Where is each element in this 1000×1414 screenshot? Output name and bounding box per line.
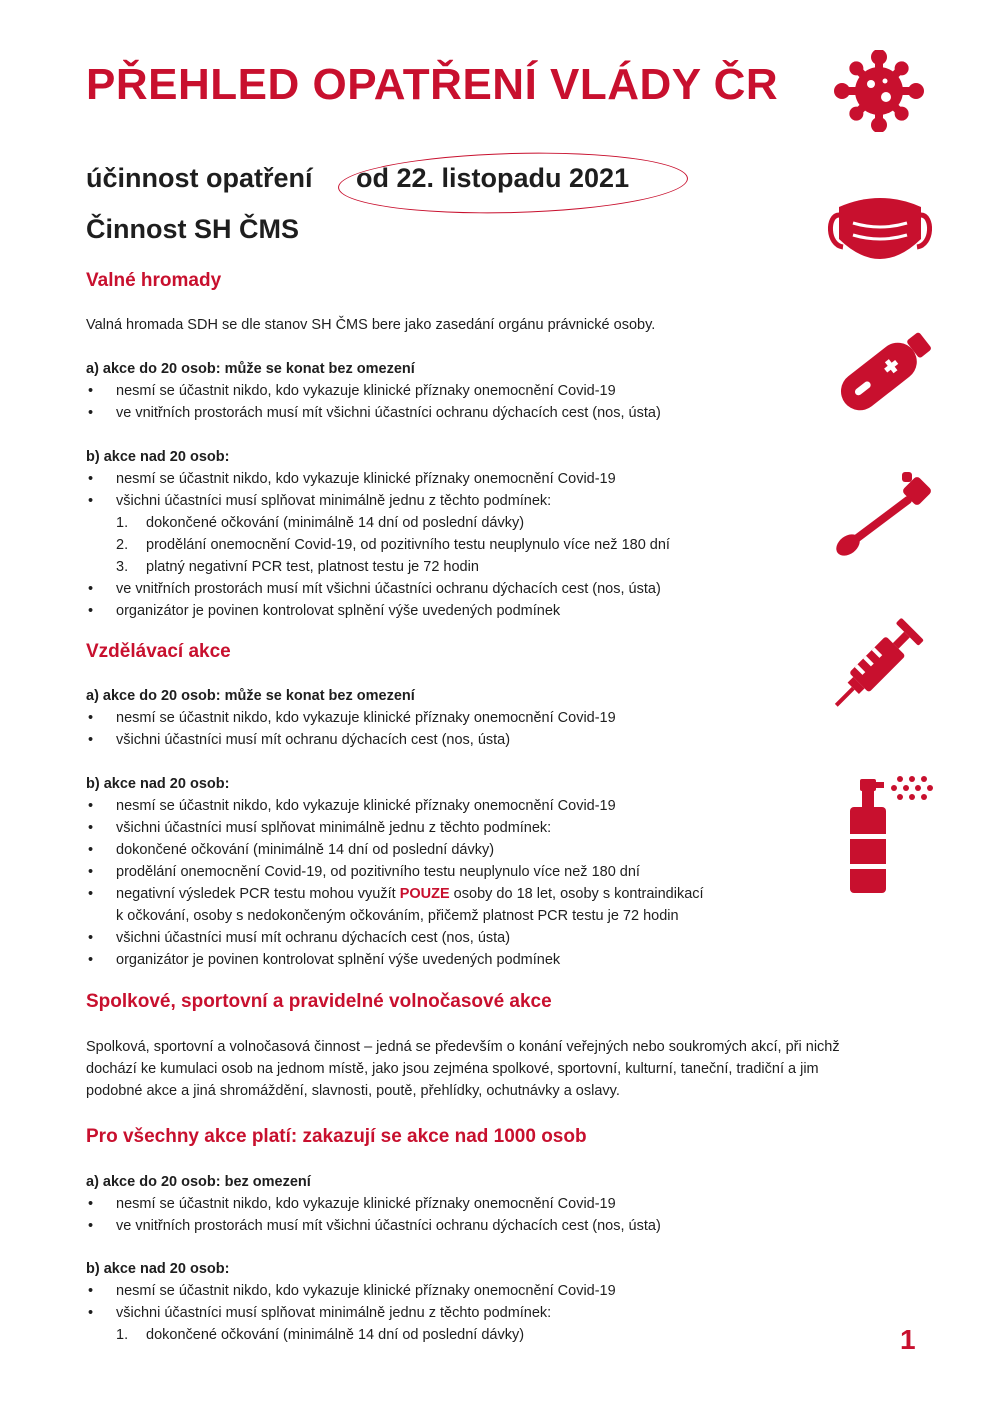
pcr-emphasis: POUZE — [399, 886, 450, 902]
list-item: všichni účastníci musí splňovat minimálně jednu z těchto podmínek: — [116, 1305, 552, 1321]
pcr-text-pre: negativní výsledek PCR testu mohou využít — [116, 886, 400, 902]
bullet-marker: • — [88, 930, 94, 946]
list-item: ve vnitřních prostorách musí mít všichni účastníci ochranu dýchacích cest (nos, ústa) — [116, 1218, 661, 1234]
list-item: ve vnitřních prostorách musí mít všichni účastníci ochranu dýchacích cest (nos, ústa) — [116, 581, 661, 597]
list-item: nesmí se účastnit nikdo, kdo vykazuje klinické příznaky onemocnění Covid-19 — [116, 798, 616, 814]
bullet-marker: • — [88, 383, 94, 399]
effective-label: účinnost opatření — [86, 163, 313, 193]
bullet-marker: • — [88, 842, 94, 858]
paragraph-line: dochází ke kumulaci osob na jednom místě, jako jsou zejména spolkové, sportovní, kulturní, taneční, tradiční a jim — [86, 1061, 819, 1077]
page-title: PŘEHLED OPATŘENÍ VLÁDY ČR — [86, 60, 779, 109]
numbered-item: prodělání onemocnění Covid-19, od pozitivního testu neuplynulo více než 180 dní — [146, 537, 670, 553]
bullet-marker: • — [88, 820, 94, 836]
spray-bottle-icon — [846, 776, 936, 896]
bullet-marker: • — [88, 493, 94, 509]
list-number: 1. — [116, 1327, 129, 1343]
page-number: 1 — [900, 1324, 916, 1355]
pcr-text-post: osoby do 18 let, osoby s kontraindikací — [449, 886, 704, 902]
list-item: organizátor je povinen kontrolovat splnění výše uvedených podmínek — [116, 603, 561, 619]
list-item: všichni účastníci musí mít ochranu dýchacích cest (nos, ústa) — [116, 732, 511, 748]
section-heading-spolkove-akce: Spolkové, sportovní a pravidelné volnočasové akce — [86, 991, 552, 1012]
bullet-marker: • — [88, 581, 94, 597]
swab-test-icon — [832, 470, 937, 560]
list-item: nesmí se účastnit nikdo, kdo vykazuje klinické příznaky onemocnění Covid-19 — [116, 1283, 616, 1299]
paragraph-line: Spolková, sportovní a volnočasová činnost – jedná se především o konání veřejných nebo soukromých akcí, při nichž — [86, 1039, 840, 1055]
list-item: všichni účastníci musí splňovat minimálně jednu z těchto podmínek: — [116, 820, 552, 836]
subsection-heading: b) akce nad 20 osob: — [86, 776, 230, 792]
list-item: všichni účastníci musí mít ochranu dýchacích cest (nos, ústa) — [116, 930, 511, 946]
bullet-marker: • — [88, 471, 94, 487]
bullet-marker: • — [88, 710, 94, 726]
page-subtitle: Činnost SH ČMS — [86, 214, 299, 244]
bullet-marker: • — [88, 886, 94, 902]
list-item: nesmí se účastnit nikdo, kdo vykazuje klinické příznaky onemocnění Covid-19 — [116, 383, 616, 399]
list-item: nesmí se účastnit nikdo, kdo vykazuje klinické příznaky onemocnění Covid-19 — [116, 1196, 616, 1212]
subsection-heading: b) akce nad 20 osob: — [86, 1261, 230, 1277]
list-item-continuation: k očkování, osoby s nedokončeným očkováním, přičemž platnost PCR testu je 72 hodin — [116, 908, 679, 924]
subsection-heading: a) akce do 20 osob: bez omezení — [86, 1174, 311, 1190]
bullet-marker: • — [88, 603, 94, 619]
sanitizer-tube-icon — [826, 326, 941, 418]
bullet-marker: • — [88, 1305, 94, 1321]
section-heading-valne-hromady: Valné hromady — [86, 270, 222, 291]
section-heading-vsechny-akce: Pro všechny akce platí: zakazují se akce nad 1000 osob — [86, 1126, 587, 1147]
subsection-heading: a) akce do 20 osob: může se konat bez omezení — [86, 688, 415, 704]
numbered-item: dokončené očkování (minimálně 14 dní od poslední dávky) — [146, 515, 525, 531]
list-item: ve vnitřních prostorách musí mít všichni účastníci ochranu dýchacích cest (nos, ústa) — [116, 405, 661, 421]
bullet-marker: • — [88, 864, 94, 880]
list-number: 1. — [116, 515, 129, 531]
paragraph-line: podobné akce a jiná shromáždění, slavnosti, poutě, přehlídky, ochutnávky a oslavy. — [86, 1083, 620, 1099]
list-item: prodělání onemocnění Covid-19, od pozitivního testu neuplynulo více než 180 dní — [116, 864, 640, 880]
list-item: dokončené očkování (minimálně 14 dní od poslední dávky) — [116, 842, 495, 858]
bullet-marker: • — [88, 732, 94, 748]
list-item: nesmí se účastnit nikdo, kdo vykazuje klinické příznaky onemocnění Covid-19 — [116, 471, 616, 487]
bullet-marker: • — [88, 1283, 94, 1299]
bullet-marker: • — [88, 798, 94, 814]
numbered-item: platný negativní PCR test, platnost testu je 72 hodin — [146, 559, 479, 575]
subsection-heading: b) akce nad 20 osob: — [86, 449, 230, 465]
numbered-item: dokončené očkování (minimálně 14 dní od poslední dávky) — [146, 1327, 525, 1343]
section-intro: Valná hromada SDH se dle stanov SH ČMS bere jako zasedání orgánu právnické osoby. — [86, 317, 656, 333]
syringe-icon — [818, 608, 938, 723]
section-heading-vzdelavaci-akce: Vzdělávací akce — [86, 641, 231, 662]
bullet-marker: • — [88, 405, 94, 421]
list-number: 2. — [116, 537, 129, 553]
face-mask-icon — [825, 193, 935, 268]
bullet-marker: • — [88, 952, 94, 968]
list-item: nesmí se účastnit nikdo, kdo vykazuje klinické příznaky onemocnění Covid-19 — [116, 710, 616, 726]
bullet-marker: • — [88, 1218, 94, 1234]
list-item: všichni účastníci musí splňovat minimálně jednu z těchto podmínek: — [116, 493, 552, 509]
virus-icon — [834, 50, 924, 132]
subsection-heading: a) akce do 20 osob: může se konat bez omezení — [86, 361, 415, 377]
list-number: 3. — [116, 559, 129, 575]
effective-date: od 22. listopadu 2021 — [356, 163, 630, 193]
bullet-marker: • — [88, 1196, 94, 1212]
list-item: organizátor je povinen kontrolovat splnění výše uvedených podmínek — [116, 952, 561, 968]
list-item-pcr — [116, 883, 704, 905]
